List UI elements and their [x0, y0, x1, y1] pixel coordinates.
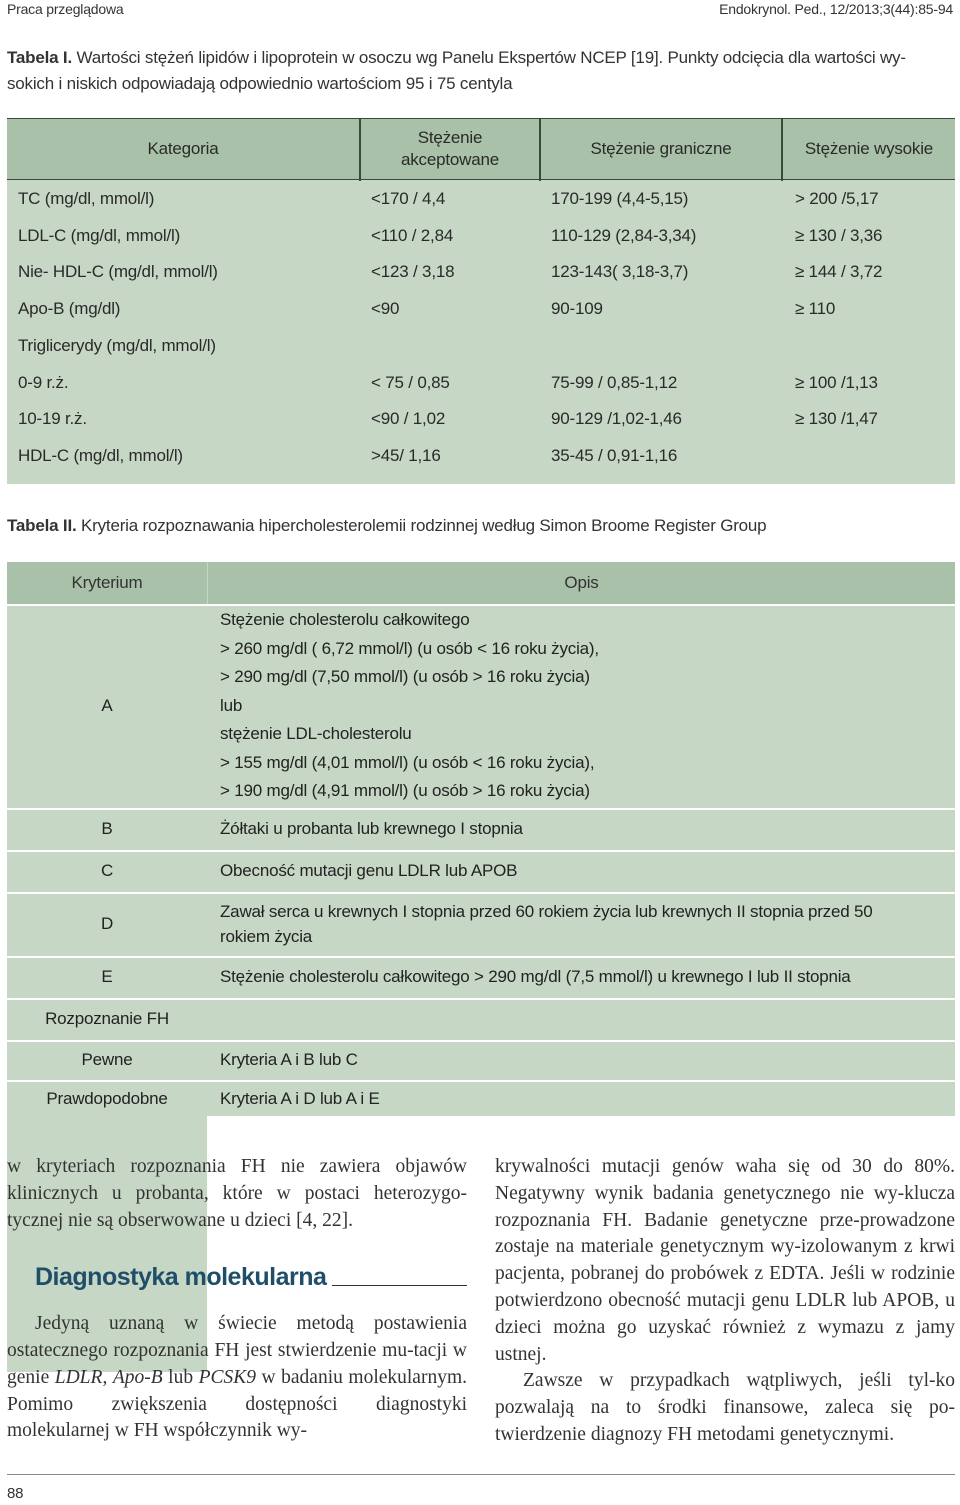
paragraph: krywalności mutacji genów waha się od 30 do 80%. Negatywny wynik badania genetycznego nie wy-klucza rozpoznania FH. Badanie genetyczne prze-prowadzone zostaje na materiale genetycznym wy-izolowanym z krwi pacjenta, pobranej do probówek z EDTA. Jeśli w rodzinie potwierdzono obecność mutacji genu LDLR lub APOB, u dzieci można go uzyskać również z wymazu z jamy ustnej.	[495, 1156, 955, 1365]
criterion-A-description	[208, 606, 955, 806]
description-line: > 260 mg/dl ( 6,72 mmol/l) (u osób < 16 roku życia),	[220, 638, 599, 658]
description-line: stężenie LDL-cholesterolu	[220, 724, 412, 744]
table2-header-criterion: Kryterium	[7, 562, 207, 604]
heading-rule	[332, 1285, 467, 1286]
criterion-B-description: Żółtaki u probanta lub krewnego I stopnia	[208, 810, 955, 848]
table1-header-acceptable: Stężenie akceptowane	[401, 127, 499, 169]
table1-caption-text-2: sokich i niskich odpowiadają odpowiednio wartościom 95 i 75 centyla	[7, 74, 513, 93]
criterion-D: D	[7, 894, 207, 954]
table-cell: HDL-C (mg/dl, mmol/l)	[18, 445, 183, 465]
table-cell: 90-109	[551, 299, 603, 319]
criterion-E-description: Stężenie cholesterolu całkowitego > 290 mg/dl (7,5 mmol/l) u krewnego I lub II stopnia	[208, 958, 955, 996]
table-cell: 110-129 (2,84-3,34)	[551, 225, 697, 245]
table-cell: ≥ 144 / 3,72	[795, 262, 883, 282]
fh-diagnosis-description	[208, 1000, 955, 1038]
table-cell: 35-45 / 0,91-1,16	[551, 445, 678, 465]
table-cell: ≥ 110	[795, 299, 836, 319]
table-cell: Triglicerydy (mg/dl, mmol/l)	[18, 335, 216, 355]
lipid-values-table	[7, 118, 955, 484]
table-cell: <90 / 1,02	[371, 409, 446, 429]
table1-header-high: Stężenie wysokie	[804, 138, 934, 158]
diagnosis-definite-description: Kryteria A i B lub C	[208, 1042, 955, 1078]
table-row	[7, 253, 955, 290]
table-cell: <90	[371, 299, 400, 319]
gene-name: Apo-B	[112, 1366, 163, 1388]
description-line: > 290 mg/dl (7,50 mmol/l) (u osób > 16 roku życia)	[220, 667, 590, 687]
table2-caption	[7, 513, 955, 539]
criterion-C-description: Obecność mutacji genu LDLR lub APOB	[208, 852, 955, 890]
criterion-E: E	[7, 958, 207, 996]
paragraph: Zawsze w przypadkach wątpliwych, jeśli tyl-ko pozwalają na to środki finansowe, zaleca się po-twierdzenie diagnozy FH metodami genetycznymi.	[495, 1370, 955, 1445]
table-cell: ≥ 130 /1,47	[795, 409, 878, 429]
gene-name: LDLR	[54, 1366, 103, 1388]
table-cell: <170 / 4,4	[371, 189, 446, 208]
table1-header-row	[7, 118, 955, 180]
table-cell: 0-9 r.ż.	[18, 372, 69, 392]
table1-caption-text: Wartości stężeń lipidów i lipoprotein w osoczu wg Panelu Ekspertów NCEP [19]. Punkty odcięcia dla wartości wy-	[76, 48, 906, 67]
table-cell: 90-129 /1,02-1,46	[551, 409, 682, 429]
criterion-D-description	[208, 894, 955, 954]
section-heading	[35, 1264, 467, 1291]
table-cell: 10-19 r.ż.	[18, 409, 87, 429]
table2-caption-text: Kryteria rozpoznawania hipercholesterolemii rodzinnej według Simon Broome Register Group	[81, 516, 767, 535]
section-label: Praca przeglądowa	[7, 1, 124, 17]
left-column	[7, 1154, 467, 1445]
table-cell: Apo-B (mg/dl)	[18, 299, 121, 319]
journal-citation: Endokrynol. Ped., 12/2013;3(44):85-94	[719, 1, 953, 17]
table-cell: <123 / 3,18	[371, 262, 455, 282]
table2-header-description: Opis	[208, 562, 955, 604]
page-number: 88	[7, 1485, 24, 1502]
table-row	[7, 327, 955, 364]
table-row	[7, 437, 955, 474]
table-cell: ≥ 100 /1,13	[795, 372, 878, 392]
table-cell: LDL-C (mg/dl, mmol/l)	[18, 225, 181, 245]
diagnosis-probable-description: Kryteria A i D lub A i E	[208, 1082, 955, 1116]
description-line: > 155 mg/dl (4,01 mmol/l) (u osób < 16 roku życia),	[220, 752, 595, 772]
criterion-B: B	[7, 810, 207, 848]
table1-caption-label: Tabela I.	[7, 48, 72, 67]
section-heading-text: Diagnostyka molekularna	[35, 1263, 327, 1292]
diagnosis-probable: Prawdopodobne	[7, 1082, 207, 1116]
fh-diagnosis-label: Rozpoznanie FH	[7, 1000, 207, 1038]
table-cell: >45/ 1,16	[371, 445, 441, 465]
table-cell: <110 / 2,84	[371, 225, 454, 245]
description-line: lub	[220, 695, 243, 715]
table-cell: TC (mg/dl, mmol/l)	[18, 189, 155, 208]
table-row	[7, 217, 955, 254]
table-row	[7, 400, 955, 437]
criterion-C: C	[7, 852, 207, 890]
paragraph: w kryteriach rozpoznania FH nie zawiera objawów klinicznych u probanta, które w postaci heterozygo-tycznej nie są obserwowane u dzieci [4, 22].	[7, 1156, 467, 1231]
table-cell: Nie- HDL-C (mg/dl, mmol/l)	[18, 262, 218, 282]
gene-name: PCSK9	[198, 1366, 257, 1388]
table-row	[7, 364, 955, 401]
table-row	[7, 290, 955, 327]
table-cell: ≥ 130 / 3,36	[795, 225, 883, 245]
footer-rule	[7, 1474, 955, 1475]
description-line: Zawał serca u krewnych I stopnia przed 60 rokiem życia lub krewnych II stopnia przed 50	[220, 902, 873, 921]
diagnosis-definite: Pewne	[7, 1042, 207, 1078]
fh-criteria-table	[7, 562, 955, 1116]
criterion-A: A	[7, 606, 207, 806]
table1-header-borderline: Stężenie graniczne	[590, 138, 732, 158]
table-row	[7, 180, 955, 217]
running-header	[7, 0, 953, 18]
description-line: > 190 mg/dl (4,91 mmol/l) (u osób > 16 roku życia)	[220, 781, 590, 801]
table-cell: 170-199 (4,4-5,15)	[551, 189, 689, 208]
description-line: Stężenie cholesterolu całkowitego	[220, 609, 470, 629]
table1-header-category: Kategoria	[147, 138, 219, 158]
table1-caption	[7, 45, 955, 97]
table-cell: 75-99 / 0,85-1,12	[551, 372, 678, 392]
paragraph: Jedyną uznaną w świecie metodą postawienia ostatecznego rozpoznania FH jest stwierdzenie mu-tacji w genie LDLR, Apo-B lub PCSK9 w badaniu molekularnym. Pomimo zwiększenia dostępności diagnostyki molekularnej w FH współczynnik wy-	[7, 1313, 467, 1442]
right-column	[495, 1154, 955, 1449]
description-line: rokiem życia	[220, 927, 313, 946]
table2-caption-label: Tabela II.	[7, 516, 77, 535]
table-cell: 123-143( 3,18-3,7)	[551, 262, 689, 282]
table-cell: < 75 / 0,85	[371, 372, 450, 392]
table-cell: > 200 /5,17	[795, 189, 879, 208]
